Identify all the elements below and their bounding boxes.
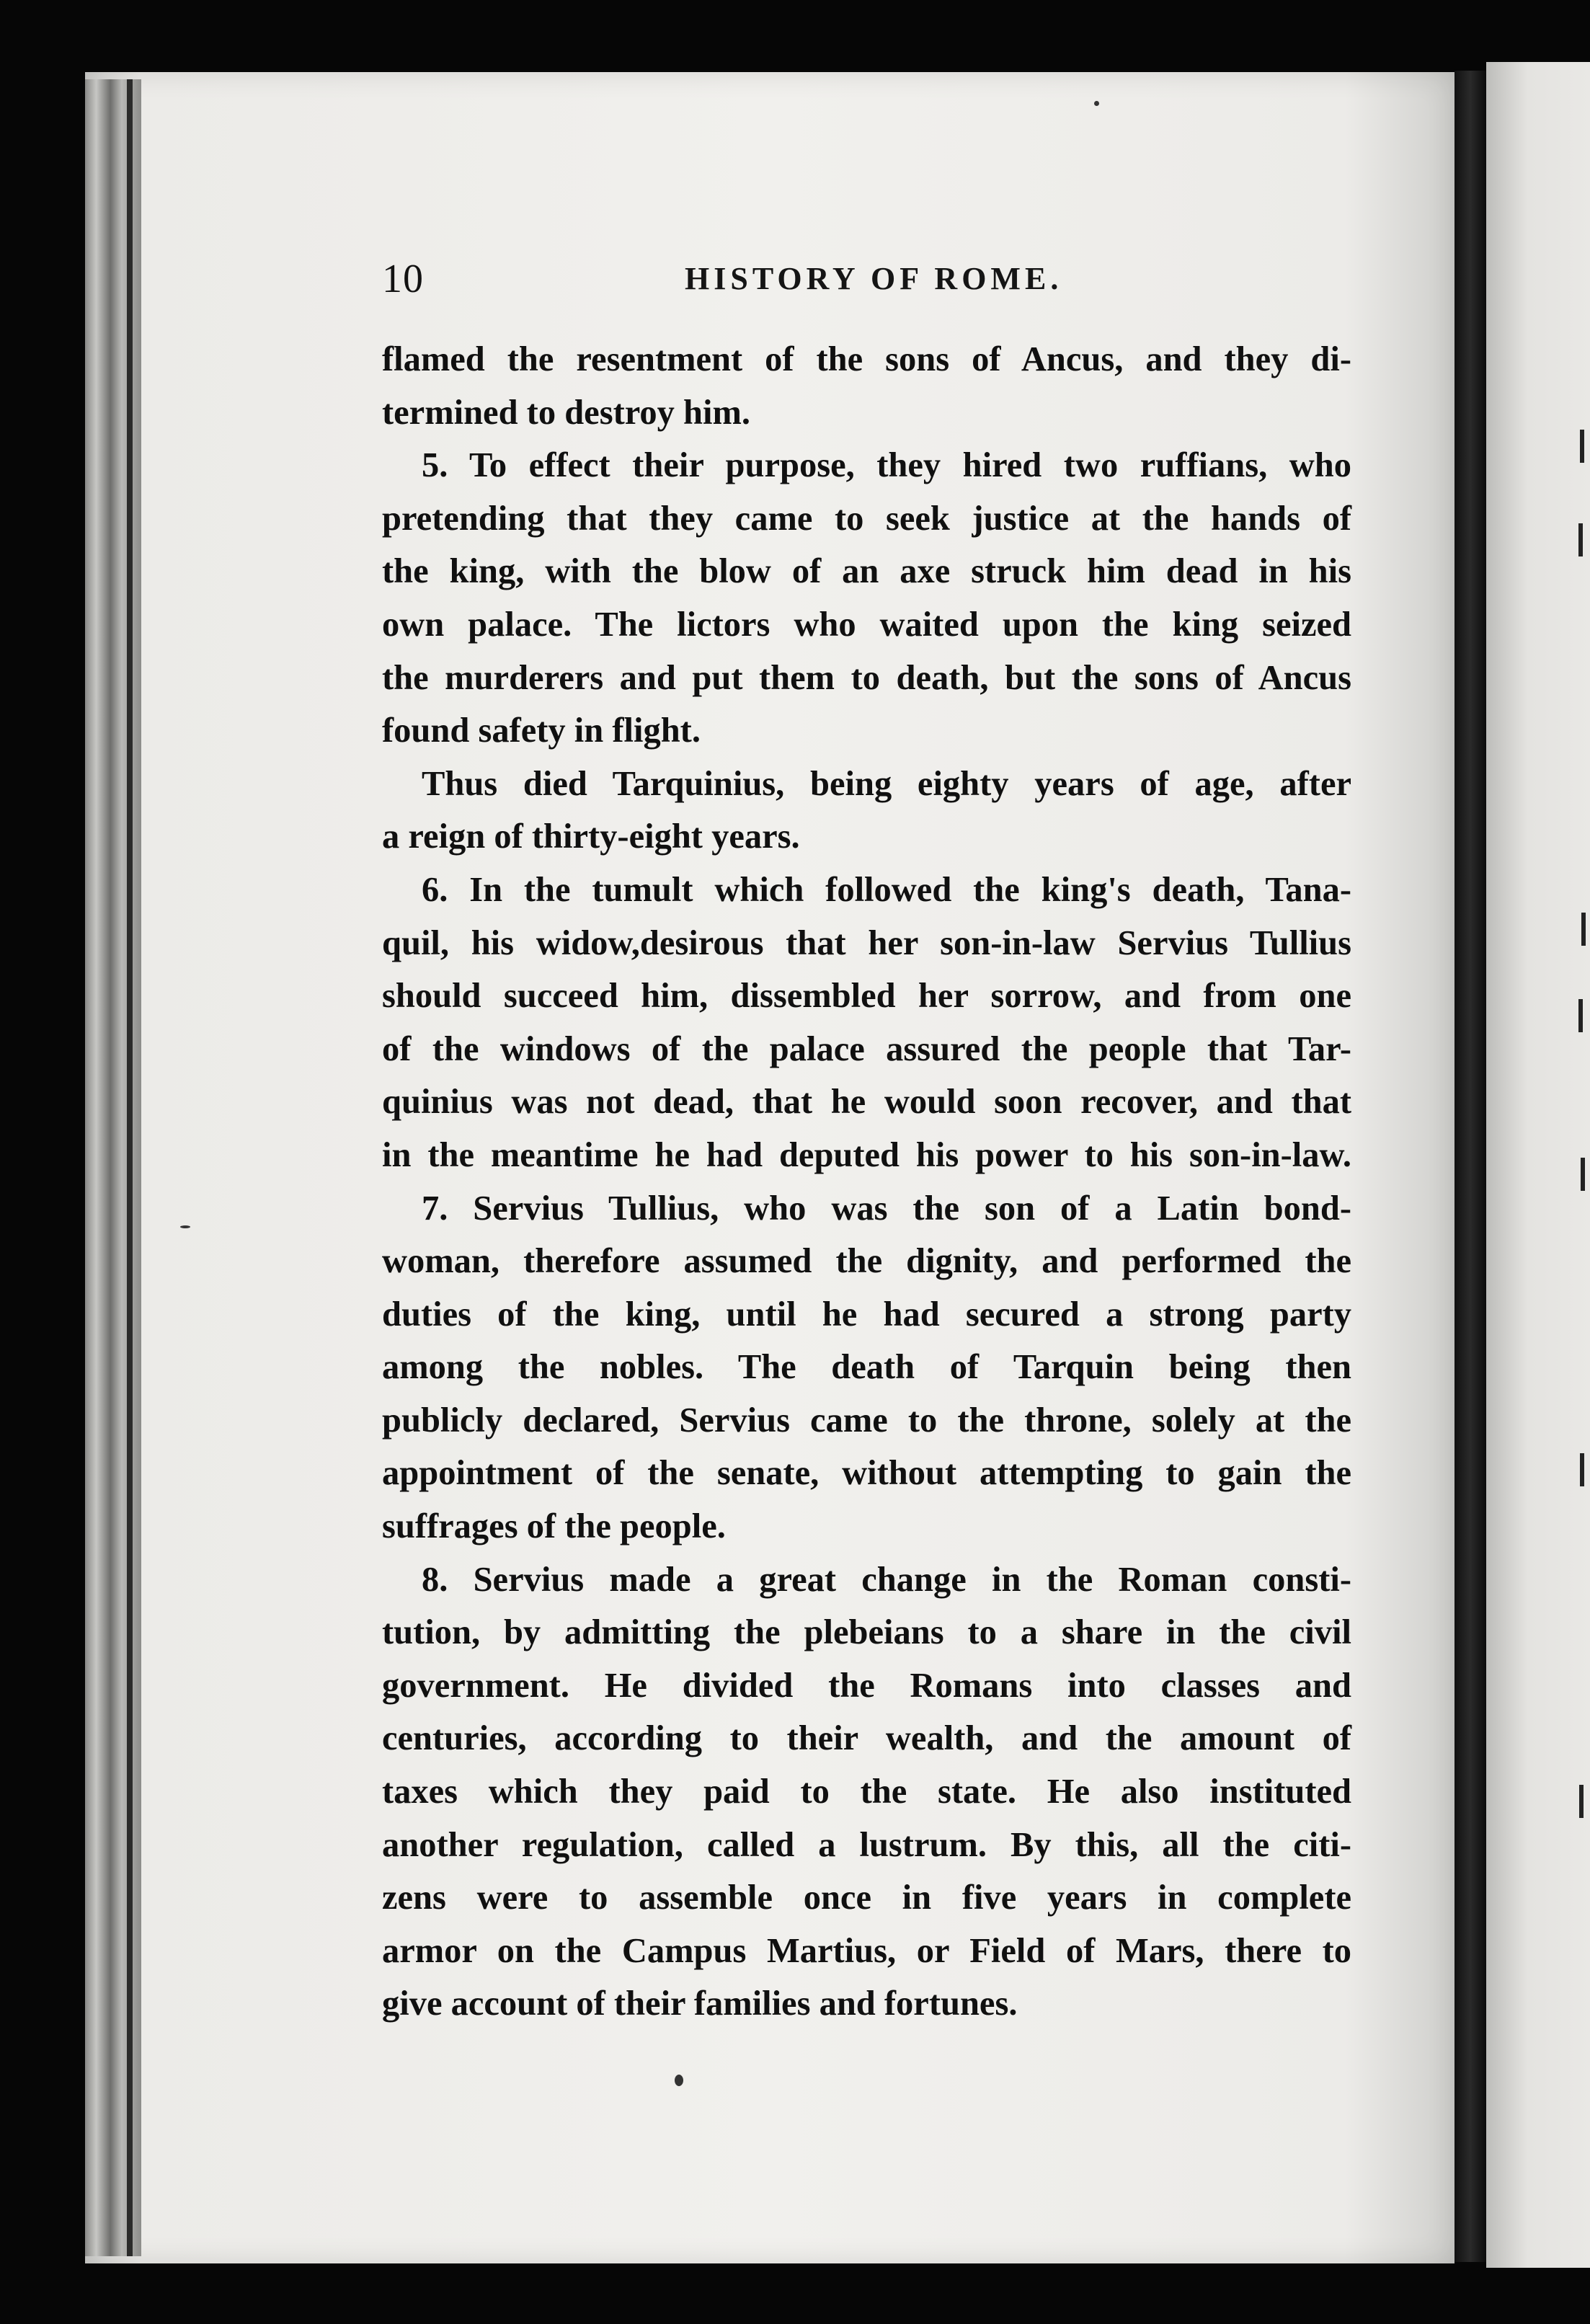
text-line: 8. Servius made a great change in the Roman consti-	[422, 1560, 1351, 1599]
text-line: publicly declared, Servius came to the throne, solely at the	[382, 1401, 1351, 1440]
text-line: of the windows of the palace assured the people that Tar-	[382, 1029, 1351, 1068]
text-line: 5. To effect their purpose, they hired two ruffians, who	[422, 446, 1351, 485]
facing-page-edge	[1486, 62, 1590, 2268]
text-line: own palace. The lictors who waited upon the king seized	[382, 605, 1351, 644]
text-line: flamed the resentment of the sons of Ancus, and they di-	[382, 340, 1351, 378]
text-line: pretending that they came to seek justice at the hands of	[382, 499, 1351, 538]
facing-page-mark	[1578, 523, 1583, 556]
running-head: HISTORY OF ROME.	[685, 261, 1063, 296]
text-line: zens were to assemble once in five years in complete	[382, 1879, 1351, 1917]
text-line: appointment of the senate, without attempting to gain the	[382, 1454, 1351, 1493]
book-gutter	[1454, 71, 1486, 2262]
text-line: 7. Servius Tullius, who was the son of a Latin bond-	[422, 1189, 1351, 1228]
text-line: centuries, according to their wealth, and the amount of	[382, 1719, 1351, 1758]
facing-page-mark	[1581, 1158, 1585, 1191]
text-line: among the nobles. The death of Tarquin being then	[382, 1348, 1351, 1387]
ink-speck	[675, 2075, 683, 2086]
text-line: the king, with the blow of an axe struck him dead in his	[382, 552, 1351, 591]
text-line: quil, his widow,desirous that her son-in-law Servius Tullius	[382, 923, 1351, 962]
text-line: another regulation, called a lustrum. By this, all the citi-	[382, 1825, 1351, 1864]
text-line: armor on the Campus Martius, or Field of Mars, there to	[382, 1931, 1351, 1970]
text-line: a reign of thirty-eight years.	[382, 817, 800, 856]
facing-page-mark	[1579, 1785, 1584, 1818]
text-line: duties of the king, until he had secured a strong party	[382, 1295, 1351, 1334]
body-text	[382, 333, 1351, 2031]
facing-page-mark	[1580, 1453, 1584, 1486]
facing-page-mark	[1580, 430, 1584, 463]
ink-speck	[180, 1225, 190, 1228]
text-line: should succeed him, dissembled her sorrow, and from one	[382, 977, 1351, 1016]
page-header	[382, 256, 1348, 314]
text-line: woman, therefore assumed the dignity, and performed the	[382, 1242, 1351, 1281]
text-line: quinius was not dead, that he would soon recover, and that	[382, 1083, 1351, 1122]
facing-page-mark	[1581, 913, 1586, 946]
text-line: the murderers and put them to death, but the sons of Ancus	[382, 658, 1351, 697]
ink-speck	[1094, 101, 1099, 106]
text-line: suffrages of the people.	[382, 1507, 726, 1546]
page-binding-edge	[85, 79, 141, 2256]
text-line: found safety in flight.	[382, 711, 701, 750]
page-number: 10	[382, 257, 424, 301]
text-line: tution, by admitting the plebeians to a share in the civil	[382, 1613, 1351, 1652]
text-line: termined to destroy him.	[382, 393, 750, 432]
text-line: in the meantime he had deputed his power to his son-in-law.	[382, 1135, 1351, 1174]
text-line: government. He divided the Romans into classes and	[382, 1666, 1351, 1705]
text-line: give account of their families and fortunes.	[382, 1984, 1018, 2023]
text-line: taxes which they paid to the state. He also instituted	[382, 1773, 1351, 1811]
text-line: 6. In the tumult which followed the king's death, Tana-	[422, 870, 1351, 909]
facing-page-mark	[1578, 999, 1583, 1032]
text-line: Thus died Tarquinius, being eighty years of age, after	[422, 764, 1351, 803]
